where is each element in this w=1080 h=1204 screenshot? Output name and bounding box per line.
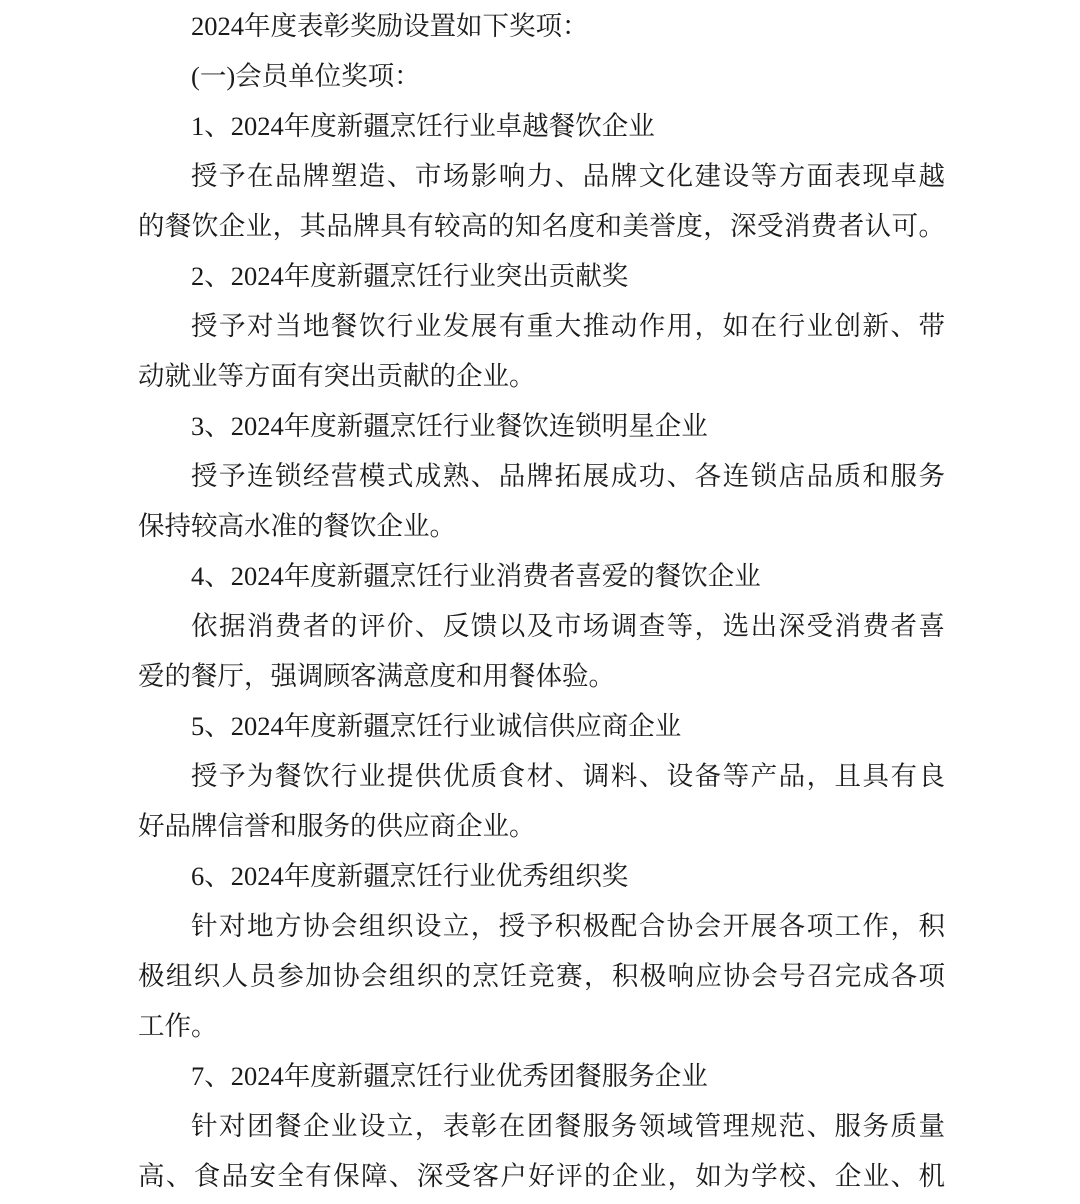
text-line: 授予对当地餐饮行业发展有重大推动作用，如在行业创新、带 [191,311,945,341]
text-line: 动就业等方面有突出贡献的企业。 [138,361,536,391]
text-line: 爱的餐厅，强调顾客满意度和用餐体验。 [138,661,615,691]
text-line: 6、2024年度新疆烹饪行业优秀组织奖 [191,861,629,891]
text-line: 7、2024年度新疆烹饪行业优秀团餐服务企业 [191,1061,708,1091]
text-line: 授予在品牌塑造、市场影响力、品牌文化建设等方面表现卓越 [191,161,945,191]
text-line: 针对地方协会组织设立，授予积极配合协会开展各项工作，积 [191,911,945,941]
text-line: 2、2024年度新疆烹饪行业突出贡献奖 [191,261,629,291]
text-line: 3、2024年度新疆烹饪行业餐饮连锁明星企业 [191,411,708,441]
text-line: (一)会员单位奖项： [191,61,421,91]
text-line: 针对团餐企业设立，表彰在团餐服务领域管理规范、服务质量 [191,1111,945,1141]
text-line: 极组织人员参加协会组织的烹饪竞赛，积极响应协会号召完成各项 [138,961,945,991]
text-line: 5、2024年度新疆烹饪行业诚信供应商企业 [191,711,682,741]
text-line: 授予连锁经营模式成熟、品牌拓展成功、各连锁店品质和服务 [191,461,945,491]
text-line: 4、2024年度新疆烹饪行业消费者喜爱的餐饮企业 [191,561,761,591]
text-line: 授予为餐饮行业提供优质食材、调料、设备等产品，且具有良 [191,761,945,791]
text-line: 的餐饮企业，其品牌具有较高的知名度和美誉度，深受消费者认可。 [138,211,945,241]
document-body [138,1,945,1201]
text-line: 保持较高水准的餐饮企业。 [138,511,456,541]
text-line: 2024年度表彰奖励设置如下奖项： [191,11,589,41]
text-line: 工作。 [138,1011,218,1041]
text-line: 高、食品安全有保障、深受客户好评的企业，如为学校、企业、机 [138,1161,945,1191]
text-line: 依据消费者的评价、反馈以及市场调查等，选出深受消费者喜 [191,611,945,641]
text-line: 1、2024年度新疆烹饪行业卓越餐饮企业 [191,111,655,141]
text-line: 好品牌信誉和服务的供应商企业。 [138,811,536,841]
